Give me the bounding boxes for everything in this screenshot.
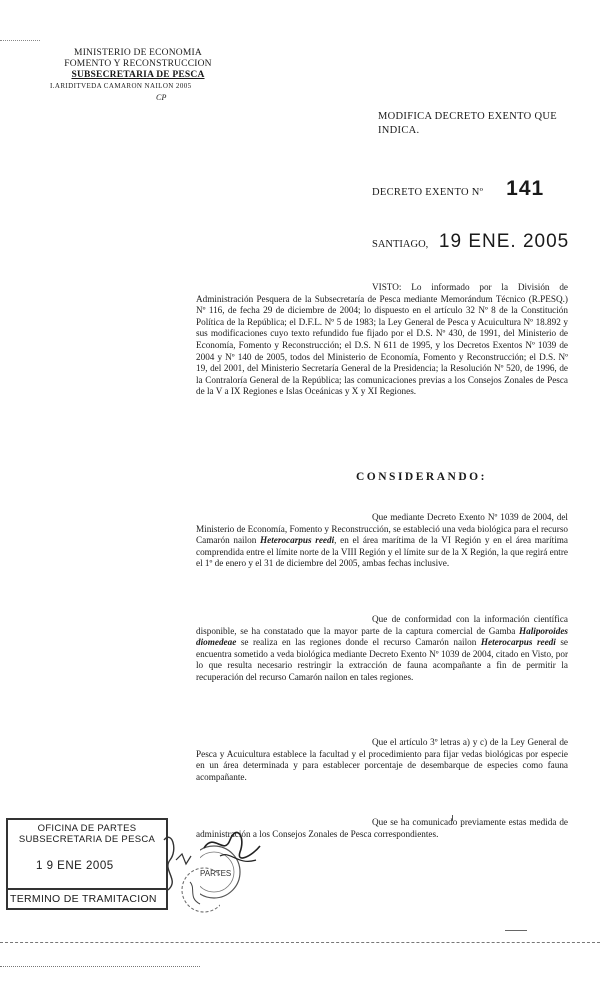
decree-number: 141 [506,177,545,200]
bottom-tick [505,930,527,931]
c2-species-1: Haliporoides diomedeae [196,625,568,648]
date-stamp: 19 ENE. 2005 [438,231,570,252]
considerando-paragraph-2 [196,614,568,684]
c1-text-a: Que mediante Decreto Exento Nº 1039 de 2004, del Ministerio de Economía, Fomento y Reconstrucción, se estableció una veda biológica para el recurso Camarón nailon [196,512,568,546]
header-file-code: I.ARIDITVEDA CAMARON NAILON 2005 [50,82,192,90]
stamp-footer: TERMINO DE TRAMITACION [10,893,157,905]
considerando-paragraph-3: Que el artículo 3º letras a) y c) de la Ley General de Pesca y Acuicultura establece la facultad y el procedimiento para fijar vedas biológicas por especie en un área determinada y para establecer porcentaje de desembarque de especies como fauna acompañante. [196,737,568,782]
page-divider [0,942,600,943]
c2-text-b: se realiza en las regiones donde el recurso Camarón nailon [236,637,481,648]
margin-mark [0,40,40,41]
header-initials: CP [156,93,167,102]
decree-number-line [372,177,544,201]
stamp-office-line: OFICINA DE PARTES [37,823,137,834]
stamp-divider [8,888,166,890]
stamp-date: 1 9 ENE 2005 [36,860,114,872]
c2-species-2: Heterocarpus reedi [480,637,556,648]
ministry-header [48,48,228,103]
decree-label: DECRETO EXENTO Nº [372,187,484,198]
c2-text-a: Que de conformidad con la información científica disponible, se ha constatado que la mayor parte de la captura comercial de Gamba [196,614,568,636]
c1-species: Heterocarpus reedi [260,535,335,546]
oficina-partes-stamp [6,818,168,910]
header-line-ministry: MINISTERIO DE ECONOMIA [74,48,202,58]
date-place: SANTIAGO, [372,239,429,250]
considerando-heading: CONSIDERANDO: [356,471,487,483]
header-line-fomento: FOMENTO Y RECONSTRUCCION [64,59,212,69]
stamp-subsecretaria-line: SUBSECRETARIA DE PESCA [18,834,156,845]
considerando-paragraph-4: Que se ha comunicado previamente estas medida de administración a los Consejos Zonales de Pesca correspondientes. [196,817,568,839]
header-line-subsecretaria: SUBSECRETARIA DE PESCA [71,70,205,80]
c1-text-b: , en el área marítima de la VI Región y en el área marítima comprendida entre el límite norte de la VIII Región y el límite sur de la X Región, la que regirá entre el 1º de enero y el 31 de diciembre del 2005, ambas fechas inclusive. [196,535,568,569]
visto-paragraph: VISTO: Lo informado por la División de Administración Pesquera de la Subsecretaría de Pesca mediante Memorándum Técnico (R.PESQ.) Nº 116, de fecha 29 de diciembre de 2004; lo dispuesto en el artículo 32 Nº 8 de la Constitución Política de la República; el D.F.L. Nº 5 de 1983; la Ley General de Pesca y Acuicultura Nº 18.892 y sus modificaciones cuyo texto refundido fue fijado por el D.S. Nº 430, de 1991, del Ministerio de Economía, Fomento y Reconstrucción; el D.S. N 611 de 1995, y los Decretos Exentos Nº 1039 de 2004 y Nº 140 de 2005, todos del Ministerio de Economía, Fomento y Reconstrucción; el D.S. Nº 19, del 2001, del Ministerio Secretaría General de la Presidencia; la Resolución Nº 520, de 1996, de la Contraloría General de la República; las comunicaciones previas a los Consejos Zonales de Pesca de la V a IX Regiones e Islas Oceánicas y X y XI Regiones. [196,282,568,397]
date-line [372,231,569,253]
decree-subject: MODIFICA DECRETO EXENTO QUE INDICA. [378,111,557,136]
seal-text: PARTES [200,869,232,878]
signature-seal [200,826,270,906]
considerando-paragraph-1 [196,512,568,570]
bottom-dotted-rule [0,966,200,967]
c2-text-c: se encuentra sometido a veda biológica mediante Decreto Exento Nº 1039 de 2004, citado en Visto, por lo que resulta necesario restringir la extracción de fauna acompañante a fin de permitir la recuperación del recurso Camarón nailon en tales regiones. [196,637,568,682]
